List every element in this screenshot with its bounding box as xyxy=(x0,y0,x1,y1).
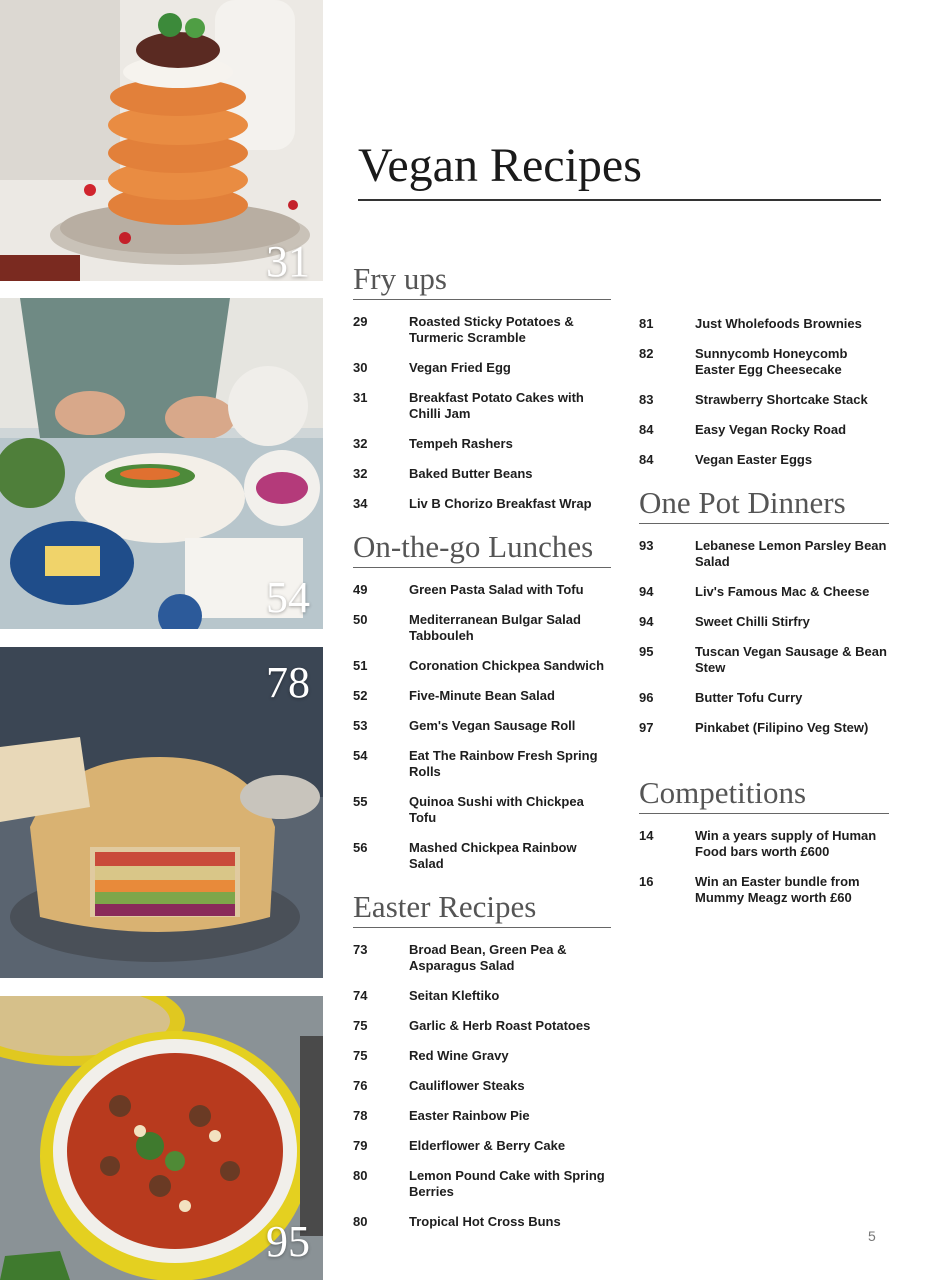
toc-entry[interactable] xyxy=(353,718,611,734)
entry-title: Win a years supply of Human Food bars worth £600 xyxy=(695,828,877,860)
toc-entry[interactable] xyxy=(353,988,611,1004)
section-heading: On-the-go Lunches xyxy=(353,530,611,568)
entry-title: Gem's Vegan Sausage Roll xyxy=(409,718,576,734)
entry-page: 93 xyxy=(639,538,654,554)
entry-title: Lemon Pound Cake with Spring Berries xyxy=(409,1168,605,1200)
toc-entry[interactable] xyxy=(639,538,889,570)
toc-entry[interactable] xyxy=(353,436,611,452)
section-heading: Easter Recipes xyxy=(353,890,611,928)
toc-entry[interactable] xyxy=(639,346,889,378)
entry-page: 34 xyxy=(353,496,368,512)
toc-entry[interactable] xyxy=(353,942,611,974)
section-heading: One Pot Dinners xyxy=(639,486,889,524)
entry-page: 79 xyxy=(353,1138,368,1154)
entry-page: 31 xyxy=(353,390,368,406)
entry-page: 54 xyxy=(353,748,368,764)
entry-page: 76 xyxy=(353,1078,368,1094)
section-one-pot xyxy=(639,486,889,736)
entry-page: 14 xyxy=(639,828,654,844)
entry-title: Sunnycomb Honeycomb Easter Egg Cheesecake xyxy=(695,346,848,377)
section-easter-continued xyxy=(639,316,889,468)
entry-page: 53 xyxy=(353,718,368,734)
entry-title: Roasted Sticky Potatoes & Turmeric Scramble xyxy=(409,314,574,346)
entry-page: 50 xyxy=(353,612,368,628)
toc-entry[interactable] xyxy=(353,390,611,422)
toc-entry[interactable] xyxy=(639,644,889,676)
entry-page: 97 xyxy=(639,720,654,736)
entry-page: 29 xyxy=(353,314,368,330)
entry-title: Lebanese Lemon Parsley Bean Salad xyxy=(695,538,887,570)
toc-entry[interactable] xyxy=(639,874,889,906)
entry-page: 55 xyxy=(353,794,368,810)
entry-title: Tempeh Rashers xyxy=(409,436,513,452)
entry-title: Liv B Chorizo Breakfast Wrap xyxy=(409,496,592,512)
entry-title: Seitan Kleftiko xyxy=(409,988,500,1004)
entry-page: 94 xyxy=(639,614,654,630)
entry-page: 82 xyxy=(639,346,654,361)
photo-bean-stew xyxy=(0,996,323,1280)
toc-right-column xyxy=(639,316,889,906)
toc-entry[interactable] xyxy=(639,720,889,736)
entry-title: Quinoa Sushi with Chickpea Tofu xyxy=(409,794,584,826)
entry-title: Tropical Hot Cross Buns xyxy=(409,1214,561,1230)
entry-title: Liv's Famous Mac & Cheese xyxy=(695,584,870,600)
toc-entry[interactable] xyxy=(639,452,889,468)
toc-left-column xyxy=(353,262,611,1230)
toc-entry[interactable] xyxy=(639,584,889,600)
entry-page: 51 xyxy=(353,658,368,674)
entry-title: Vegan Easter Eggs xyxy=(695,452,813,467)
entry-page: 80 xyxy=(353,1214,368,1230)
entry-title: Red Wine Gravy xyxy=(409,1048,509,1064)
entry-title: Tuscan Vegan Sausage & Bean Stew xyxy=(695,644,887,676)
photo-page-number: 31 xyxy=(266,237,310,281)
entry-page: 78 xyxy=(353,1108,368,1124)
entry-title: Pinkabet (Filipino Veg Stew) xyxy=(695,720,869,736)
toc-entry[interactable] xyxy=(639,690,889,706)
entry-page: 74 xyxy=(353,988,368,1004)
entry-page: 32 xyxy=(353,466,368,482)
entry-title: Mashed Chickpea Rainbow Salad xyxy=(409,840,577,872)
toc-entry[interactable] xyxy=(353,1108,611,1124)
entry-title: Easter Rainbow Pie xyxy=(409,1108,530,1124)
photo-page-number: 54 xyxy=(266,573,310,622)
entry-page: 94 xyxy=(639,584,654,600)
section-heading: Fry ups xyxy=(353,262,611,300)
toc-entry[interactable] xyxy=(353,582,611,598)
toc-entry[interactable] xyxy=(353,360,611,376)
page-number: 5 xyxy=(868,1228,876,1244)
toc-entry[interactable] xyxy=(353,466,611,482)
entry-title: Just Wholefoods Brownies xyxy=(695,316,862,331)
toc-entry[interactable] xyxy=(353,748,611,780)
entry-page: 84 xyxy=(639,422,654,437)
entry-page: 16 xyxy=(639,874,654,890)
entry-page: 83 xyxy=(639,392,654,407)
photo-potato-cakes xyxy=(0,0,323,281)
entry-title: Vegan Fried Egg xyxy=(409,360,511,376)
entry-title: Five-Minute Bean Salad xyxy=(409,688,555,704)
section-competitions xyxy=(639,776,889,906)
toc-entry[interactable] xyxy=(353,612,611,644)
entry-title: Broad Bean, Green Pea & Asparagus Salad xyxy=(409,942,567,974)
section-easter xyxy=(353,890,611,1230)
toc-entry[interactable] xyxy=(353,1078,611,1094)
entry-page: 49 xyxy=(353,582,368,598)
entry-page: 81 xyxy=(639,316,654,331)
toc-entry[interactable] xyxy=(353,794,611,826)
toc-entry[interactable] xyxy=(639,392,889,408)
toc-entry[interactable] xyxy=(353,1018,611,1034)
entry-title: Eat The Rainbow Fresh Spring Rolls xyxy=(409,748,598,780)
entry-page: 52 xyxy=(353,688,368,704)
toc-entry[interactable] xyxy=(353,1048,611,1064)
entry-title: Mediterranean Bulgar Salad Tabbouleh xyxy=(409,612,581,644)
entry-page: 75 xyxy=(353,1018,368,1034)
photo-page-number: 95 xyxy=(266,1217,310,1266)
entry-title: Green Pasta Salad with Tofu xyxy=(409,582,584,598)
entry-page: 30 xyxy=(353,360,368,376)
photo-page-number: 78 xyxy=(266,658,310,707)
entry-page: 56 xyxy=(353,840,368,856)
entry-title: Butter Tofu Curry xyxy=(695,690,803,706)
entry-title: Cauliflower Steaks xyxy=(409,1078,525,1094)
entry-page: 95 xyxy=(639,644,654,660)
section-fry-ups xyxy=(353,262,611,512)
toc-entry[interactable] xyxy=(353,1214,611,1230)
photo-rainbow-pie xyxy=(0,647,323,978)
entry-title: Breakfast Potato Cakes with Chilli Jam xyxy=(409,390,584,422)
entry-page: 96 xyxy=(639,690,654,706)
photo-spring-rolls xyxy=(0,298,323,629)
section-heading: Competitions xyxy=(639,776,889,814)
toc-entry[interactable] xyxy=(639,422,889,438)
entry-title: Coronation Chickpea Sandwich xyxy=(409,658,605,674)
toc-entry[interactable] xyxy=(353,1138,611,1154)
entry-title: Elderflower & Berry Cake xyxy=(409,1138,566,1154)
toc-entry[interactable] xyxy=(353,658,611,674)
entry-page: 84 xyxy=(639,452,654,467)
toc-entry[interactable] xyxy=(353,840,611,872)
toc-entry[interactable] xyxy=(353,496,611,512)
toc-entry[interactable] xyxy=(639,316,889,332)
entry-title: Garlic & Herb Roast Potatoes xyxy=(409,1018,591,1034)
section-lunches xyxy=(353,530,611,872)
entry-page: 73 xyxy=(353,942,368,958)
entry-title: Win an Easter bundle from Mummy Meagz worth £60 xyxy=(695,874,860,906)
toc-entry[interactable] xyxy=(639,828,889,860)
toc-entry[interactable] xyxy=(353,314,611,346)
toc-entry[interactable] xyxy=(353,688,611,704)
toc-entry[interactable] xyxy=(353,1168,611,1200)
entry-title: Easy Vegan Rocky Road xyxy=(695,422,847,437)
entry-page: 80 xyxy=(353,1168,368,1184)
toc-entry[interactable] xyxy=(639,614,889,630)
page-title: Vegan Recipes xyxy=(358,140,881,201)
entry-title: Strawberry Shortcake Stack xyxy=(695,392,868,407)
entry-title: Sweet Chilli Stirfry xyxy=(695,614,810,630)
entry-page: 32 xyxy=(353,436,368,452)
entry-title: Baked Butter Beans xyxy=(409,466,533,482)
entry-page: 75 xyxy=(353,1048,368,1064)
